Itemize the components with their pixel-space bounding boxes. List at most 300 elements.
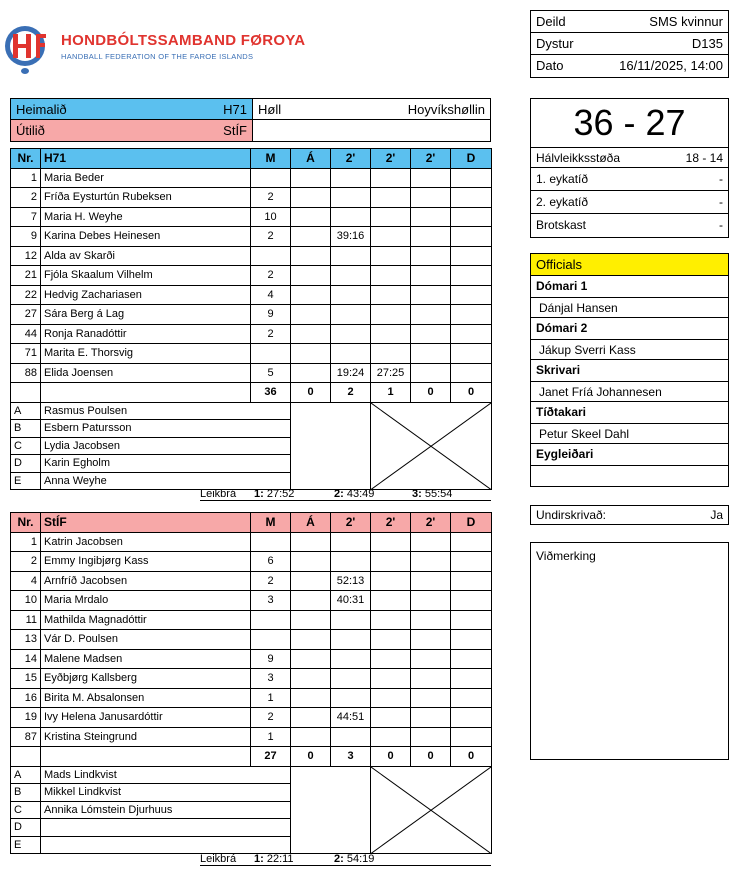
player-number: 14 — [11, 649, 41, 669]
player-number: 71 — [11, 344, 41, 364]
deild-label: Deild — [536, 14, 566, 29]
player-name: Mathilda Magnadóttir — [41, 610, 251, 630]
player-suspension-2 — [371, 630, 411, 650]
player-warning — [291, 552, 331, 572]
player-disqualification — [451, 571, 492, 591]
player-goals: 2 — [251, 266, 291, 286]
player-suspension-2 — [371, 649, 411, 669]
official-code: A — [11, 402, 41, 420]
player-suspension-3 — [411, 266, 451, 286]
player-goals: 2 — [251, 227, 291, 247]
player-number: 4 — [11, 571, 41, 591]
player-suspension-1 — [331, 246, 371, 266]
player-name: Fríða Eysturtún Rubeksen — [41, 188, 251, 208]
col-2min-1: 2' — [331, 513, 371, 533]
federation-logo — [3, 16, 306, 76]
timeouts-label: Leikbrá — [200, 488, 237, 500]
player-suspension-3 — [411, 285, 451, 305]
official-code: D — [11, 819, 41, 837]
col-2min-2: 2' — [371, 513, 411, 533]
skrivari-label: Skrivari — [536, 363, 581, 377]
player-warning — [291, 591, 331, 611]
player-warning — [291, 266, 331, 286]
player-suspension-1 — [331, 168, 371, 188]
away-roster — [10, 512, 491, 854]
total-2min-2: 1 — [371, 383, 411, 403]
col-team: H71 — [41, 149, 251, 169]
player-disqualification — [451, 669, 492, 689]
player-name: Ronja Ranadóttir — [41, 324, 251, 344]
match-info-box — [530, 10, 729, 78]
col-2min-3: 2' — [411, 149, 451, 169]
timeout-time: 55:54 — [424, 488, 453, 500]
player-goals: 1 — [251, 727, 291, 747]
player-suspension-1 — [331, 630, 371, 650]
total-m: 27 — [251, 747, 291, 767]
player-suspension-2 — [371, 669, 411, 689]
player-suspension-2 — [371, 227, 411, 247]
player-suspension-2 — [371, 532, 411, 552]
player-name: Karina Debes Heinesen — [41, 227, 251, 247]
official-name: Mads Lindkvist — [41, 766, 291, 784]
dystur-value: D135 — [691, 36, 723, 51]
away-team: StÍF — [223, 123, 247, 138]
player-suspension-3 — [411, 168, 451, 188]
player-number: 21 — [11, 266, 41, 286]
total-2min-1: 3 — [331, 747, 371, 767]
hall-label: Høll — [258, 102, 282, 117]
col-nr: Nr. — [11, 149, 41, 169]
player-warning — [291, 324, 331, 344]
player-warning — [291, 688, 331, 708]
player-number: 1 — [11, 532, 41, 552]
team-official-row — [11, 766, 492, 784]
player-suspension-1 — [331, 552, 371, 572]
player-goals: 9 — [251, 305, 291, 325]
federation-subtitle: HANDBALL FEDERATION OF THE FAROE ISLANDS — [61, 52, 254, 61]
official-code: D — [11, 455, 41, 473]
col-m: M — [251, 149, 291, 169]
player-warning — [291, 610, 331, 630]
timeout-time: 54:19 — [346, 853, 375, 865]
player-goals — [251, 610, 291, 630]
official-code: C — [11, 437, 41, 455]
player-suspension-1 — [331, 305, 371, 325]
player-warning — [291, 363, 331, 383]
player-goals: 2 — [251, 188, 291, 208]
domari2-value: Jákup Sverri Kass — [531, 339, 728, 360]
player-name: Fjóla Skaalum Vilhelm — [41, 266, 251, 286]
player-suspension-3 — [411, 552, 451, 572]
player-row — [11, 324, 492, 344]
timeout-time: 22:11 — [266, 853, 294, 865]
player-suspension-1: 19:24 — [331, 363, 371, 383]
player-warning — [291, 285, 331, 305]
player-suspension-1: 40:31 — [331, 591, 371, 611]
official-cross-cell — [371, 402, 492, 490]
official-code: B — [11, 784, 41, 802]
home-timeouts — [200, 487, 491, 501]
player-disqualification — [451, 552, 492, 572]
eygleidari-label: Eygleiðari — [536, 447, 594, 461]
timeouts-label: Leikbrá — [200, 853, 237, 865]
player-row — [11, 669, 492, 689]
player-suspension-1: 39:16 — [331, 227, 371, 247]
player-suspension-1 — [331, 532, 371, 552]
player-number: 44 — [11, 324, 41, 344]
signature-value: Ja — [710, 508, 723, 522]
player-row — [11, 571, 492, 591]
player-suspension-1 — [331, 207, 371, 227]
player-goals: 3 — [251, 669, 291, 689]
player-goals — [251, 532, 291, 552]
player-disqualification — [451, 610, 492, 630]
player-warning — [291, 305, 331, 325]
player-goals: 3 — [251, 591, 291, 611]
timeout-number: 3: — [412, 488, 422, 500]
player-row — [11, 708, 492, 728]
domari2-label: Dómari 2 — [536, 321, 588, 335]
official-code: E — [11, 836, 41, 854]
player-goals — [251, 630, 291, 650]
player-suspension-1 — [331, 688, 371, 708]
col-a: Á — [291, 149, 331, 169]
official-blank — [291, 402, 371, 490]
player-suspension-1: 44:51 — [331, 708, 371, 728]
player-disqualification — [451, 727, 492, 747]
player-disqualification — [451, 363, 492, 383]
official-name: Anna Weyhe — [41, 472, 291, 490]
federation-name: HONDBÓLTSSAMBAND FØROYA — [61, 32, 306, 49]
dystur-label: Dystur — [536, 36, 574, 51]
player-warning — [291, 344, 331, 364]
col-team: StÍF — [41, 513, 251, 533]
player-suspension-2 — [371, 591, 411, 611]
total-2min-1: 2 — [331, 383, 371, 403]
player-number: 7 — [11, 207, 41, 227]
player-suspension-3 — [411, 324, 451, 344]
tidtakari-value: Petur Skeel Dahl — [531, 423, 728, 444]
official-cross-cell — [371, 766, 492, 854]
player-name: Arnfríð Jacobsen — [41, 571, 251, 591]
total-m: 36 — [251, 383, 291, 403]
col-2min-2: 2' — [371, 149, 411, 169]
official-name: Annika Lómstein Djurhuus — [41, 801, 291, 819]
player-goals: 2 — [251, 324, 291, 344]
official-name — [41, 819, 291, 837]
player-name: Katrin Jacobsen — [41, 532, 251, 552]
player-suspension-2 — [371, 285, 411, 305]
player-name: Sára Berg á Lag — [41, 305, 251, 325]
player-name: Birita M. Absalonsen — [41, 688, 251, 708]
player-warning — [291, 532, 331, 552]
away-label: Útilið — [16, 123, 45, 138]
blank-cell — [253, 120, 490, 141]
player-suspension-3 — [411, 727, 451, 747]
player-goals — [251, 246, 291, 266]
cross-out-icon — [371, 767, 491, 854]
signature-label: Undirskrivað: — [536, 508, 607, 522]
player-disqualification — [451, 591, 492, 611]
player-suspension-3 — [411, 630, 451, 650]
tidtakari-label: Tíðtakari — [536, 405, 587, 419]
player-suspension-2: 27:25 — [371, 363, 411, 383]
cross-out-icon — [371, 403, 491, 490]
halftime-value: 18 - 14 — [685, 151, 723, 165]
home-roster — [10, 148, 491, 490]
player-number: 13 — [11, 630, 41, 650]
player-number: 12 — [11, 246, 41, 266]
player-goals: 2 — [251, 708, 291, 728]
player-suspension-1 — [331, 649, 371, 669]
total-a: 0 — [291, 747, 331, 767]
player-row — [11, 227, 492, 247]
player-suspension-3 — [411, 363, 451, 383]
away-team-cell — [11, 120, 253, 141]
official-name — [41, 836, 291, 854]
player-suspension-2 — [371, 246, 411, 266]
player-number: 2 — [11, 552, 41, 572]
player-suspension-2 — [371, 571, 411, 591]
total-2min-3: 0 — [411, 747, 451, 767]
timeout-number: 2: — [334, 488, 344, 500]
penalty-value: - — [719, 218, 723, 232]
player-name: Eyðbjørg Kallsberg — [41, 669, 251, 689]
official-name: Esbern Patursson — [41, 420, 291, 438]
player-number: 11 — [11, 610, 41, 630]
player-suspension-3 — [411, 610, 451, 630]
player-goals: 4 — [251, 285, 291, 305]
player-goals: 10 — [251, 207, 291, 227]
player-suspension-2 — [371, 188, 411, 208]
player-name: Maria H. Weyhe — [41, 207, 251, 227]
player-goals: 9 — [251, 649, 291, 669]
player-row — [11, 630, 492, 650]
final-score: 36 - 27 — [530, 98, 729, 148]
col-a: Á — [291, 513, 331, 533]
player-name: Alda av Skarði — [41, 246, 251, 266]
deild-value: SMS kvinnur — [649, 14, 723, 29]
player-warning — [291, 708, 331, 728]
col-m: M — [251, 513, 291, 533]
player-suspension-1 — [331, 188, 371, 208]
player-suspension-2 — [371, 610, 411, 630]
penalty-label: Brotskast — [536, 218, 587, 232]
player-suspension-1 — [331, 610, 371, 630]
player-name: Emmy Ingibjørg Kass — [41, 552, 251, 572]
player-goals — [251, 344, 291, 364]
col-2min-3: 2' — [411, 513, 451, 533]
player-disqualification — [451, 708, 492, 728]
player-goals: 5 — [251, 363, 291, 383]
player-suspension-3 — [411, 532, 451, 552]
domari1-value: Dánjal Hansen — [531, 297, 728, 318]
player-warning — [291, 168, 331, 188]
eygleidari-value — [531, 465, 728, 486]
official-blank — [291, 766, 371, 854]
player-disqualification — [451, 188, 492, 208]
domari1-label: Dómari 1 — [536, 279, 588, 293]
player-row — [11, 188, 492, 208]
player-warning — [291, 669, 331, 689]
player-row — [11, 266, 492, 286]
home-label: Heimalið — [16, 102, 67, 117]
total-a: 0 — [291, 383, 331, 403]
official-name: Lydia Jacobsen — [41, 437, 291, 455]
player-disqualification — [451, 344, 492, 364]
away-roster-header — [11, 513, 492, 533]
player-number: 22 — [11, 285, 41, 305]
col-d: D — [451, 513, 492, 533]
player-number: 27 — [11, 305, 41, 325]
player-row — [11, 552, 492, 572]
player-goals — [251, 168, 291, 188]
player-suspension-1 — [331, 669, 371, 689]
player-name: Hedvig Zachariasen — [41, 285, 251, 305]
player-suspension-3 — [411, 591, 451, 611]
player-disqualification — [451, 266, 492, 286]
player-row — [11, 610, 492, 630]
player-name: Elida Joensen — [41, 363, 251, 383]
player-number: 2 — [11, 188, 41, 208]
timeout-number: 2: — [334, 853, 344, 865]
ot2-label: 2. eykatíð — [536, 195, 589, 209]
player-disqualification — [451, 246, 492, 266]
player-disqualification — [451, 630, 492, 650]
player-warning — [291, 246, 331, 266]
player-disqualification — [451, 285, 492, 305]
hall-value: Hoyvíkshøllin — [407, 102, 485, 117]
player-suspension-2 — [371, 207, 411, 227]
player-warning — [291, 207, 331, 227]
official-code: C — [11, 801, 41, 819]
official-code: A — [11, 766, 41, 784]
ot1-label: 1. eykatíð — [536, 172, 589, 186]
notes-label: Viðmerking — [536, 549, 596, 563]
player-suspension-3 — [411, 246, 451, 266]
player-suspension-1 — [331, 324, 371, 344]
player-disqualification — [451, 168, 492, 188]
player-suspension-1 — [331, 266, 371, 286]
player-suspension-2 — [371, 168, 411, 188]
home-team: H71 — [223, 102, 247, 117]
teams-box — [10, 98, 491, 142]
player-row — [11, 246, 492, 266]
player-disqualification — [451, 688, 492, 708]
notes-box — [530, 542, 729, 760]
player-suspension-3 — [411, 708, 451, 728]
official-name: Mikkel Lindkvist — [41, 784, 291, 802]
official-code: E — [11, 472, 41, 490]
player-suspension-1 — [331, 285, 371, 305]
home-roster-header — [11, 149, 492, 169]
player-row — [11, 207, 492, 227]
total-2min-2: 0 — [371, 747, 411, 767]
player-warning — [291, 649, 331, 669]
player-suspension-3 — [411, 188, 451, 208]
dato-value: 16/11/2025, 14:00 — [619, 58, 723, 73]
player-warning — [291, 630, 331, 650]
player-suspension-2 — [371, 688, 411, 708]
player-name: Maria Mrdalo — [41, 591, 251, 611]
player-disqualification — [451, 324, 492, 344]
player-disqualification — [451, 649, 492, 669]
player-goals: 2 — [251, 571, 291, 591]
player-suspension-2 — [371, 305, 411, 325]
total-d: 0 — [451, 383, 492, 403]
col-nr: Nr. — [11, 513, 41, 533]
player-suspension-2 — [371, 552, 411, 572]
home-totals-row — [11, 383, 492, 403]
player-number: 88 — [11, 363, 41, 383]
skrivari-value: Janet Fríá Johannesen — [531, 381, 728, 402]
player-suspension-1 — [331, 727, 371, 747]
player-number: 1 — [11, 168, 41, 188]
player-row — [11, 649, 492, 669]
team-official-row — [11, 402, 492, 420]
officials-box — [530, 253, 729, 487]
official-name: Karin Egholm — [41, 455, 291, 473]
hall-cell — [253, 99, 490, 119]
ot2-value: - — [719, 195, 723, 209]
player-goals: 1 — [251, 688, 291, 708]
home-team-cell — [11, 99, 253, 119]
player-number: 15 — [11, 669, 41, 689]
timeout-time: 43:49 — [346, 488, 375, 500]
signature-box — [530, 505, 729, 525]
player-name: Kristina Steingrund — [41, 727, 251, 747]
player-row — [11, 591, 492, 611]
player-suspension-1: 52:13 — [331, 571, 371, 591]
halftime-label: Hálvleikksstøða — [536, 151, 621, 165]
player-disqualification — [451, 305, 492, 325]
player-number: 19 — [11, 708, 41, 728]
player-suspension-3 — [411, 207, 451, 227]
player-number: 9 — [11, 227, 41, 247]
player-goals: 6 — [251, 552, 291, 572]
player-suspension-2 — [371, 344, 411, 364]
timeout-time: 27:52 — [266, 488, 295, 500]
timeout-number: 1: — [254, 488, 264, 500]
player-suspension-3 — [411, 344, 451, 364]
player-row — [11, 363, 492, 383]
player-number: 16 — [11, 688, 41, 708]
officials-header: Officials — [531, 254, 728, 276]
player-suspension-3 — [411, 649, 451, 669]
player-suspension-3 — [411, 688, 451, 708]
dato-label: Dato — [536, 58, 564, 73]
player-warning — [291, 227, 331, 247]
player-row — [11, 344, 492, 364]
player-name: Vár D. Poulsen — [41, 630, 251, 650]
total-2min-3: 0 — [411, 383, 451, 403]
player-warning — [291, 727, 331, 747]
player-disqualification — [451, 532, 492, 552]
player-suspension-2 — [371, 324, 411, 344]
player-suspension-2 — [371, 708, 411, 728]
away-totals-row — [11, 747, 492, 767]
score-details — [530, 148, 729, 238]
player-suspension-2 — [371, 727, 411, 747]
player-suspension-1 — [331, 344, 371, 364]
player-disqualification — [451, 207, 492, 227]
player-name: Maria Beder — [41, 168, 251, 188]
player-row — [11, 532, 492, 552]
player-number: 10 — [11, 591, 41, 611]
player-row — [11, 305, 492, 325]
player-suspension-3 — [411, 571, 451, 591]
player-row — [11, 727, 492, 747]
